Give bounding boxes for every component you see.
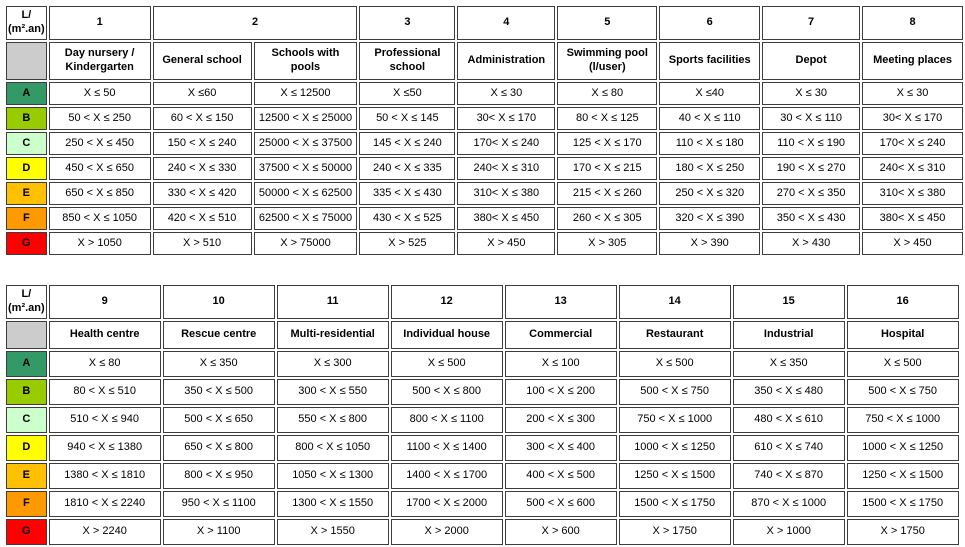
- range-value-cell: X ≤ 500: [391, 351, 503, 377]
- range-value-cell: 240< X ≤ 310: [457, 157, 555, 180]
- range-value-cell: 145 < X ≤ 240: [359, 132, 455, 155]
- grade-row-F: [6, 207, 963, 230]
- category-name-cell: Meeting places: [862, 42, 963, 80]
- unit-header-cell: [6, 285, 47, 319]
- range-value-cell: X > 510: [153, 232, 252, 255]
- category-name-cell: Sports facilities: [659, 42, 760, 80]
- grade-row-B: [6, 107, 963, 130]
- grade-row-D: [6, 157, 963, 180]
- range-value-cell: 1500 < X ≤ 1750: [847, 491, 959, 517]
- range-value-cell: X ≤ 80: [557, 82, 657, 105]
- range-value-cell: 1810 < X ≤ 2240: [49, 491, 161, 517]
- range-value-cell: X ≤ 300: [277, 351, 389, 377]
- range-value-cell: 150 < X ≤ 240: [153, 132, 252, 155]
- range-value-cell: X ≤ 50: [49, 82, 151, 105]
- column-number-cell: 7: [762, 6, 860, 40]
- range-value-cell: 650 < X ≤ 800: [163, 435, 275, 461]
- range-value-cell: X > 450: [862, 232, 963, 255]
- unit-line-2: (m².an): [8, 23, 45, 35]
- range-value-cell: 335 < X ≤ 430: [359, 182, 455, 205]
- range-value-cell: 610 < X ≤ 740: [733, 435, 845, 461]
- range-value-cell: 1250 < X ≤ 1500: [619, 463, 731, 489]
- range-value-cell: X > 525: [359, 232, 455, 255]
- range-value-cell: 800 < X ≤ 950: [163, 463, 275, 489]
- grade-row-C: [6, 407, 959, 433]
- classification-table-bottom: [4, 283, 961, 547]
- unit-line-1: L/: [21, 288, 32, 301]
- range-value-cell: 1250 < X ≤ 1500: [847, 463, 959, 489]
- range-value-cell: 30 < X ≤ 110: [762, 107, 860, 130]
- column-number-cell: 16: [847, 285, 959, 319]
- classification-table-top: [4, 4, 965, 257]
- range-value-cell: 350 < X ≤ 480: [733, 379, 845, 405]
- range-value-cell: 480 < X ≤ 610: [733, 407, 845, 433]
- column-number-cell: 1: [49, 6, 151, 40]
- column-number-cell: 8: [862, 6, 963, 40]
- range-value-cell: X ≤ 80: [49, 351, 161, 377]
- range-value-cell: 750 < X ≤ 1000: [619, 407, 731, 433]
- range-value-cell: 1500 < X ≤ 1750: [619, 491, 731, 517]
- column-number-cell: 9: [49, 285, 161, 319]
- grade-row-C: [6, 132, 963, 155]
- range-value-cell: 37500 < X ≤ 50000: [254, 157, 358, 180]
- range-value-cell: 430 < X ≤ 525: [359, 207, 455, 230]
- grade-label-cell: G: [6, 232, 47, 255]
- range-value-cell: 240 < X ≤ 335: [359, 157, 455, 180]
- column-number-cell: 6: [659, 6, 760, 40]
- grade-label-cell: E: [6, 463, 47, 489]
- range-value-cell: 170< X ≤ 240: [862, 132, 963, 155]
- grade-label-cell: C: [6, 132, 47, 155]
- range-value-cell: X > 600: [505, 519, 617, 545]
- range-value-cell: 740 < X ≤ 870: [733, 463, 845, 489]
- range-value-cell: X ≤ 100: [505, 351, 617, 377]
- range-value-cell: X > 1550: [277, 519, 389, 545]
- range-value-cell: 350 < X ≤ 500: [163, 379, 275, 405]
- range-value-cell: 300 < X ≤ 400: [505, 435, 617, 461]
- grade-row-D: [6, 435, 959, 461]
- range-value-cell: X > 2000: [391, 519, 503, 545]
- column-number-cell: 13: [505, 285, 617, 319]
- range-value-cell: X ≤ 350: [163, 351, 275, 377]
- unit-line-1: L/: [21, 9, 32, 22]
- range-value-cell: 500 < X ≤ 750: [847, 379, 959, 405]
- range-value-cell: 500 < X ≤ 750: [619, 379, 731, 405]
- grade-label-cell: B: [6, 107, 47, 130]
- range-value-cell: 80 < X ≤ 125: [557, 107, 657, 130]
- range-value-cell: 300 < X ≤ 550: [277, 379, 389, 405]
- range-value-cell: 190 < X ≤ 270: [762, 157, 860, 180]
- range-value-cell: 50 < X ≤ 250: [49, 107, 151, 130]
- category-name-cell: Commercial: [505, 321, 617, 349]
- column-number-cell: 3: [359, 6, 455, 40]
- range-value-cell: 110 < X ≤ 180: [659, 132, 760, 155]
- column-number-cell: 11: [277, 285, 389, 319]
- range-value-cell: 1050 < X ≤ 1300: [277, 463, 389, 489]
- range-value-cell: X > 1750: [847, 519, 959, 545]
- range-value-cell: 260 < X ≤ 305: [557, 207, 657, 230]
- range-value-cell: 240< X ≤ 310: [862, 157, 963, 180]
- range-value-cell: 30< X ≤ 170: [457, 107, 555, 130]
- range-value-cell: 50000 < X ≤ 62500: [254, 182, 358, 205]
- range-value-cell: 50 < X ≤ 145: [359, 107, 455, 130]
- grade-row-A: [6, 82, 963, 105]
- column-number-cell: 15: [733, 285, 845, 319]
- range-value-cell: X ≤ 30: [457, 82, 555, 105]
- range-value-cell: 60 < X ≤ 150: [153, 107, 252, 130]
- range-value-cell: 500 < X ≤ 800: [391, 379, 503, 405]
- range-value-cell: 350 < X ≤ 430: [762, 207, 860, 230]
- range-value-cell: X > 305: [557, 232, 657, 255]
- range-value-cell: X > 1000: [733, 519, 845, 545]
- range-value-cell: 62500 < X ≤ 75000: [254, 207, 358, 230]
- category-name-cell: Administration: [457, 42, 555, 80]
- grade-label-cell: D: [6, 435, 47, 461]
- category-name-cell: Rescue centre: [163, 321, 275, 349]
- range-value-cell: 200 < X ≤ 300: [505, 407, 617, 433]
- range-value-cell: 180 < X ≤ 250: [659, 157, 760, 180]
- range-value-cell: 320 < X ≤ 390: [659, 207, 760, 230]
- category-name-cell: Swimming pool (l/user): [557, 42, 657, 80]
- range-value-cell: 800 < X ≤ 1050: [277, 435, 389, 461]
- range-value-cell: 450 < X ≤ 650: [49, 157, 151, 180]
- grade-label-cell: D: [6, 157, 47, 180]
- range-value-cell: X ≤ 30: [762, 82, 860, 105]
- range-value-cell: 650 < X ≤ 850: [49, 182, 151, 205]
- grade-label-cell: F: [6, 491, 47, 517]
- grade-label-cell: C: [6, 407, 47, 433]
- range-value-cell: X > 2240: [49, 519, 161, 545]
- category-name-cell: Depot: [762, 42, 860, 80]
- range-value-cell: 30< X ≤ 170: [862, 107, 963, 130]
- column-number-cell: 2: [153, 6, 358, 40]
- range-value-cell: 400 < X ≤ 500: [505, 463, 617, 489]
- range-value-cell: X > 1100: [163, 519, 275, 545]
- range-value-cell: 420 < X ≤ 510: [153, 207, 252, 230]
- range-value-cell: X ≤ 500: [847, 351, 959, 377]
- range-value-cell: 950 < X ≤ 1100: [163, 491, 275, 517]
- range-value-cell: 500 < X ≤ 600: [505, 491, 617, 517]
- range-value-cell: 170 < X ≤ 215: [557, 157, 657, 180]
- category-name-cell: Schools with pools: [254, 42, 358, 80]
- range-value-cell: X > 1050: [49, 232, 151, 255]
- grade-label-cell: A: [6, 351, 47, 377]
- range-value-cell: 310< X ≤ 380: [862, 182, 963, 205]
- grade-label-cell: A: [6, 82, 47, 105]
- range-value-cell: 240 < X ≤ 330: [153, 157, 252, 180]
- column-number-cell: 5: [557, 6, 657, 40]
- range-value-cell: 310< X ≤ 380: [457, 182, 555, 205]
- range-value-cell: X > 390: [659, 232, 760, 255]
- column-number-cell: 4: [457, 6, 555, 40]
- range-value-cell: 40 < X ≤ 110: [659, 107, 760, 130]
- range-value-cell: 870 < X ≤ 1000: [733, 491, 845, 517]
- range-value-cell: 750 < X ≤ 1000: [847, 407, 959, 433]
- range-value-cell: 215 < X ≤ 260: [557, 182, 657, 205]
- category-name-cell: Day nursery / Kindergarten: [49, 42, 151, 80]
- range-value-cell: 250 < X ≤ 320: [659, 182, 760, 205]
- range-value-cell: X ≤ 12500: [254, 82, 358, 105]
- grade-label-cell: E: [6, 182, 47, 205]
- grade-row-A: [6, 351, 959, 377]
- grade-row-E: [6, 463, 959, 489]
- category-name-cell: Restaurant: [619, 321, 731, 349]
- range-value-cell: 850 < X ≤ 1050: [49, 207, 151, 230]
- category-name-cell: Multi-residential: [277, 321, 389, 349]
- column-number-cell: 10: [163, 285, 275, 319]
- grade-row-G: [6, 232, 963, 255]
- unit-line-2: (m².an): [8, 302, 45, 314]
- gray-spacer-cell: [6, 42, 47, 80]
- range-value-cell: X > 430: [762, 232, 860, 255]
- range-value-cell: 380< X ≤ 450: [862, 207, 963, 230]
- range-value-cell: 270 < X ≤ 350: [762, 182, 860, 205]
- range-value-cell: 125 < X ≤ 170: [557, 132, 657, 155]
- range-value-cell: X ≤60: [153, 82, 252, 105]
- range-value-cell: 1000 < X ≤ 1250: [619, 435, 731, 461]
- range-value-cell: X ≤ 350: [733, 351, 845, 377]
- range-value-cell: X ≤50: [359, 82, 455, 105]
- range-value-cell: 800 < X ≤ 1100: [391, 407, 503, 433]
- category-name-cell: Individual house: [391, 321, 503, 349]
- category-name-cell: Professional school: [359, 42, 455, 80]
- range-value-cell: X ≤ 30: [862, 82, 963, 105]
- category-name-cell: Industrial: [733, 321, 845, 349]
- range-value-cell: 330 < X ≤ 420: [153, 182, 252, 205]
- range-value-cell: X > 75000: [254, 232, 358, 255]
- range-value-cell: 550 < X ≤ 800: [277, 407, 389, 433]
- range-value-cell: 110 < X ≤ 190: [762, 132, 860, 155]
- category-name-cell: General school: [153, 42, 252, 80]
- range-value-cell: X ≤ 500: [619, 351, 731, 377]
- range-value-cell: 510 < X ≤ 940: [49, 407, 161, 433]
- range-value-cell: 940 < X ≤ 1380: [49, 435, 161, 461]
- range-value-cell: 1380 < X ≤ 1810: [49, 463, 161, 489]
- grade-row-F: [6, 491, 959, 517]
- range-value-cell: X ≤40: [659, 82, 760, 105]
- range-value-cell: 80 < X ≤ 510: [49, 379, 161, 405]
- range-value-cell: 25000 < X ≤ 37500: [254, 132, 358, 155]
- range-value-cell: 100 < X ≤ 200: [505, 379, 617, 405]
- range-value-cell: 1000 < X ≤ 1250: [847, 435, 959, 461]
- grade-row-E: [6, 182, 963, 205]
- range-value-cell: X > 1750: [619, 519, 731, 545]
- grade-label-cell: G: [6, 519, 47, 545]
- unit-header-cell: [6, 6, 47, 40]
- range-value-cell: 1100 < X ≤ 1400: [391, 435, 503, 461]
- range-value-cell: 12500 < X ≤ 25000: [254, 107, 358, 130]
- range-value-cell: 1300 < X ≤ 1550: [277, 491, 389, 517]
- grade-label-cell: F: [6, 207, 47, 230]
- range-value-cell: 250 < X ≤ 450: [49, 132, 151, 155]
- gray-spacer-cell: [6, 321, 47, 349]
- category-name-cell: Health centre: [49, 321, 161, 349]
- range-value-cell: 1700 < X ≤ 2000: [391, 491, 503, 517]
- column-number-cell: 14: [619, 285, 731, 319]
- grade-row-G: [6, 519, 959, 545]
- range-value-cell: 500 < X ≤ 650: [163, 407, 275, 433]
- range-value-cell: 1400 < X ≤ 1700: [391, 463, 503, 489]
- range-value-cell: X > 450: [457, 232, 555, 255]
- category-name-cell: Hospital: [847, 321, 959, 349]
- grade-label-cell: B: [6, 379, 47, 405]
- grade-row-B: [6, 379, 959, 405]
- range-value-cell: 170< X ≤ 240: [457, 132, 555, 155]
- column-number-cell: 12: [391, 285, 503, 319]
- range-value-cell: 380< X ≤ 450: [457, 207, 555, 230]
